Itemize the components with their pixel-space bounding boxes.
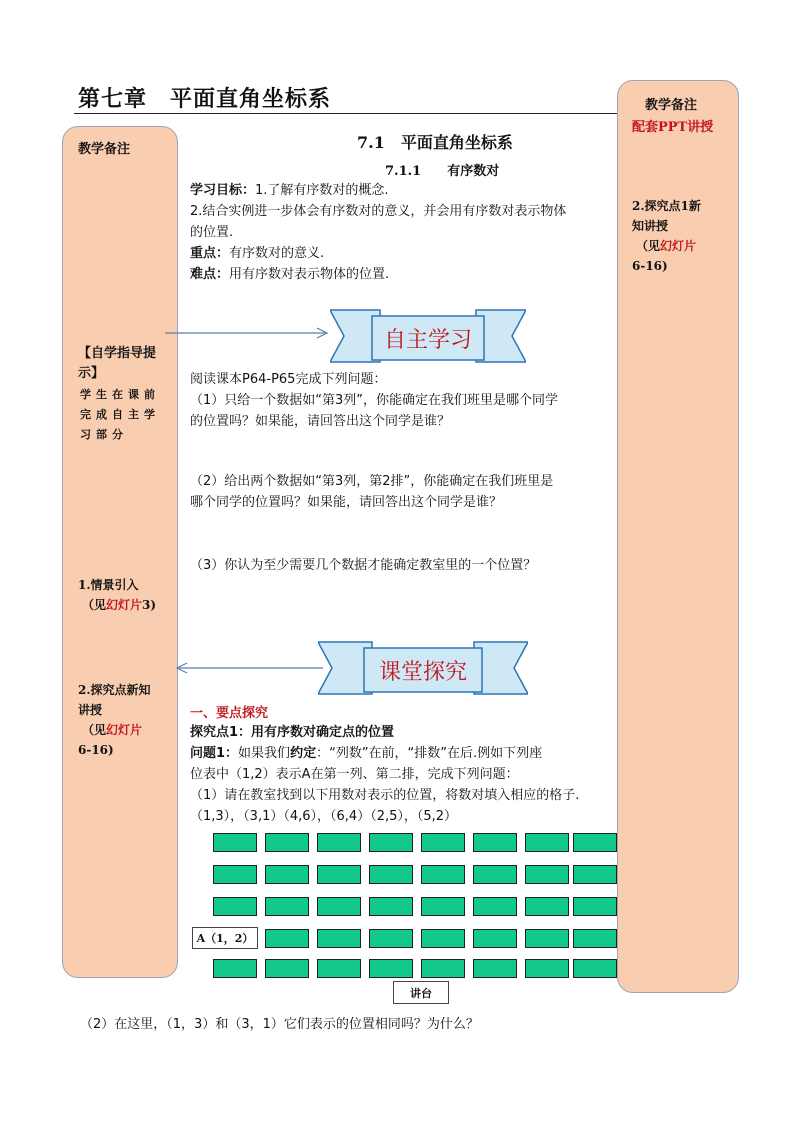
sub-title: 7.1.1 有序数对: [385, 164, 500, 179]
seat: [213, 959, 257, 978]
seat: [265, 897, 309, 916]
problem1-line2: 位表中（1,2）表示A在第一列、第二排，完成下列问题：: [190, 767, 519, 782]
seat: [317, 865, 361, 884]
right-note: [632, 196, 701, 276]
seat: [213, 897, 257, 916]
chapter-title: 第七章 平面直角坐标系: [78, 86, 332, 112]
left-note-2-line1: 2.探究点新知: [78, 683, 151, 697]
seat: [369, 833, 413, 852]
right-note-line3: （见幻灯片: [636, 239, 697, 253]
header-rule: [74, 113, 620, 114]
explore1-title: 探究点1：用有序数对确定点的位置: [190, 725, 395, 740]
seat: [525, 865, 569, 884]
question-1-line1: （1）只给一个数据如“第3列”，你能确定在我们班里是哪个同学: [190, 393, 559, 408]
question-2-line1: （2）给出两个数据如“第3列，第2排”，你能确定在我们班里是: [190, 474, 554, 489]
left-notes-title: 教学备注: [78, 142, 131, 157]
left-notes-panel: [62, 126, 178, 978]
seat: [473, 959, 517, 978]
seat: [265, 865, 309, 884]
question-3: （3）你认为至少需要几个数据才能确定教室里的一个位置？: [190, 558, 537, 573]
seat: [369, 897, 413, 916]
difficulty: 难点：用有序数对表示物体的位置.: [190, 267, 390, 282]
right-note-line2: 知讲授: [632, 219, 669, 233]
seat: [473, 833, 517, 852]
seat: [421, 959, 465, 978]
right-notes-title: 教学备注: [645, 98, 698, 113]
left-note-2-line4: 6-16): [78, 743, 114, 757]
seat: [369, 959, 413, 978]
reading-block: [190, 369, 615, 432]
seat: [421, 929, 465, 948]
left-note-2-line3: （见幻灯片: [82, 723, 143, 737]
left-note-1-line2: （见幻灯片3): [82, 598, 157, 612]
seat: [421, 833, 465, 852]
banner-class-explore-text: 课堂探究: [378, 660, 468, 685]
seat: [317, 929, 361, 948]
seat: [265, 959, 309, 978]
guide-text: 学生在课前完成自主学习部分: [80, 388, 160, 441]
objectives-block: [190, 180, 615, 285]
objectives-line1: 学习目标：1.了解有序数对的概念.: [190, 183, 389, 198]
seat: [213, 833, 257, 852]
left-note-1-line1: 1.情景引入: [78, 578, 139, 592]
seat: [421, 897, 465, 916]
seat: [265, 833, 309, 852]
seat: [213, 865, 257, 884]
question-2-line2: 哪个同学的位置吗？如果能，请回答出这个同学是谁？: [190, 495, 503, 510]
right-note-line4: 6-16): [632, 259, 668, 273]
banner-class-explore: [318, 640, 528, 700]
seat: [525, 959, 569, 978]
seat: [421, 865, 465, 884]
seat: [525, 833, 569, 852]
guide-title: 【自学指导提示】: [78, 346, 157, 381]
seat-a: A（1，2）: [192, 927, 258, 949]
seat: [573, 959, 617, 978]
podium: 讲台: [393, 981, 449, 1004]
seat: [369, 929, 413, 948]
objectives-line2: 2.结合实例进一步体会有序数对的意义，并会用有序数对表示物体: [190, 204, 567, 219]
problem1-line1: 问题1：如果我们约定：“列数”在前，“排数”在后.例如下列座: [190, 746, 543, 761]
left-note-2-line2: 讲授: [78, 703, 103, 717]
seat: [525, 897, 569, 916]
seat: [573, 865, 617, 884]
problem1-line3: （1）请在教室找到以下用数对表示的位置，将数对填入相应的格子.: [190, 788, 580, 803]
seat: [369, 865, 413, 884]
problem1-line4: （1,3），（3,1）（4,6），（6,4）（2,5），（5,2）: [190, 809, 458, 824]
seat: [473, 897, 517, 916]
section-title: 7.1 平面直角坐标系: [357, 133, 513, 152]
reading-instruction: 阅读课本P64-P65完成下列问题：: [190, 372, 387, 387]
question-1-line2: 的位置吗？如果能，请回答出这个同学是谁？: [190, 414, 451, 429]
final-question: （2）在这里，（1，3）和（3，1）它们表示的位置相同吗？为什么？: [80, 1017, 479, 1032]
objectives-line3: 的位置.: [190, 225, 234, 240]
seat: [573, 833, 617, 852]
left-note-1: [78, 575, 156, 615]
arrow-to-banner1: [165, 325, 335, 341]
seat: [317, 833, 361, 852]
key-point: 重点：有序数对的意义.: [190, 246, 325, 261]
seat: [317, 897, 361, 916]
seat: [473, 929, 517, 948]
seat: [573, 929, 617, 948]
seat: [265, 929, 309, 948]
question-2: [190, 471, 615, 513]
banner-self-study: [330, 308, 526, 368]
seat: [317, 959, 361, 978]
seat: [573, 897, 617, 916]
arrow-to-left: [175, 660, 325, 676]
problem-block: [190, 722, 620, 827]
right-note-line1: 2.探究点1新: [632, 199, 701, 213]
seat: [473, 865, 517, 884]
seat: [525, 929, 569, 948]
key-explore-heading: 一、要点探究: [190, 706, 269, 721]
left-note-2: [78, 680, 151, 760]
right-notes-subtitle: 配套PPT讲授: [632, 120, 714, 135]
banner-self-study-text: 自主学习: [383, 328, 473, 353]
